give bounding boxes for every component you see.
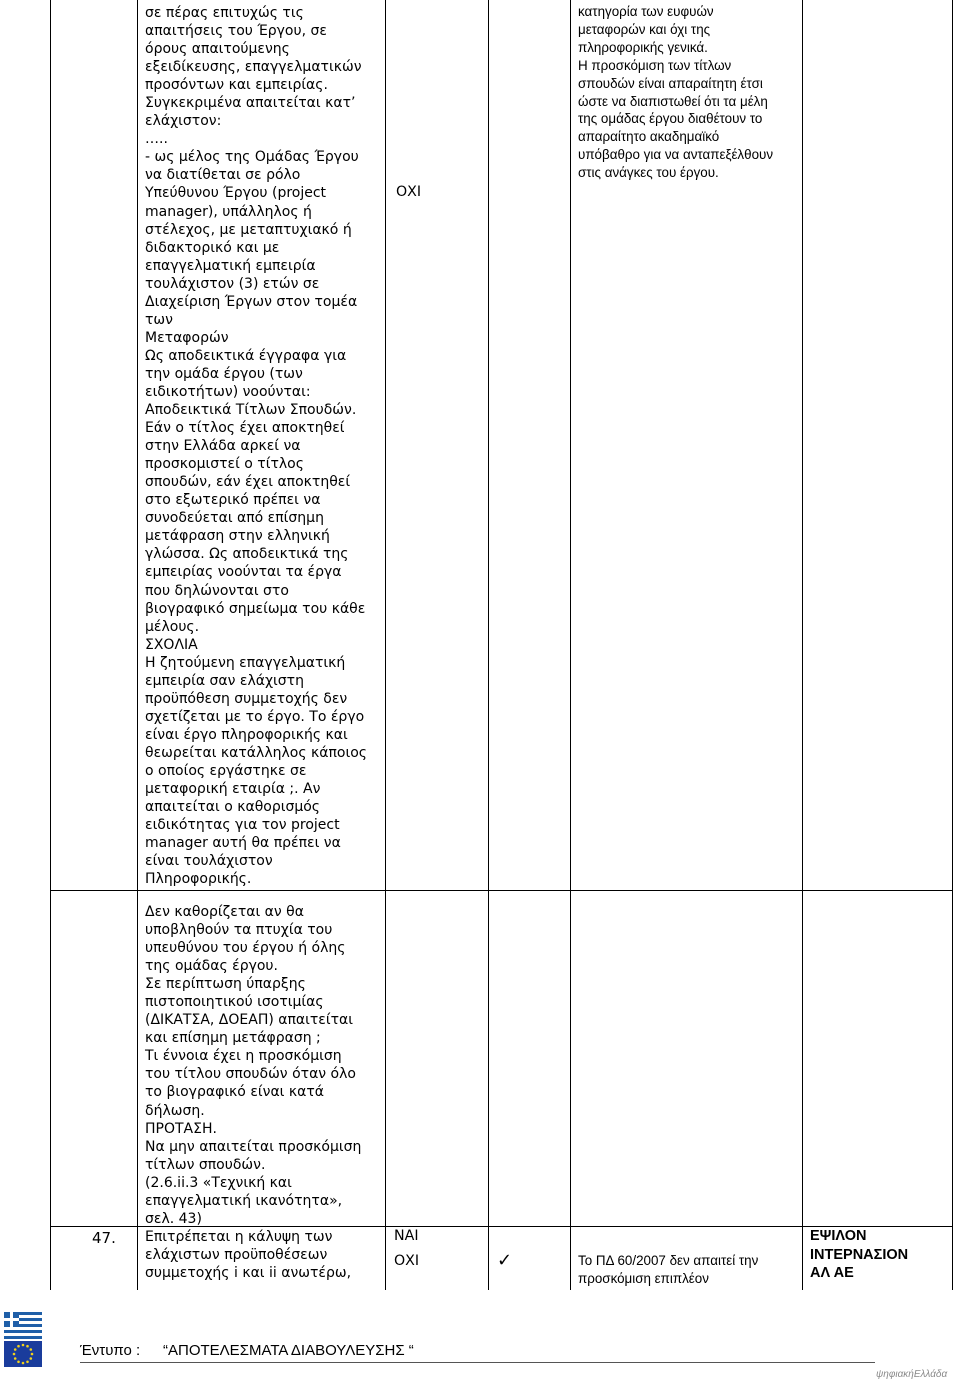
table-divider-1	[137, 0, 138, 1290]
table-border-right	[952, 0, 953, 1290]
answer-yes: ΝΑΙ	[394, 1228, 419, 1244]
table-border-left	[50, 0, 51, 1290]
table-divider-2	[385, 0, 386, 1290]
row-divider	[50, 890, 953, 891]
footer-form-title: “ΑΠΟΤΕΛΕΣΜΑΤΑ ΔΙΑΒΟΥΛΕΥΣΗΣ “	[163, 1342, 414, 1359]
row-number: 47.	[92, 1229, 116, 1247]
answer-no: ΟΧΙ	[394, 1253, 420, 1269]
row-top-response: κατηγορία των ευφυών μεταφορών και όχι της πληροφορικής γενικά. Η προσκόμιση των τίτλων σπουδών είναι απαραίτητη έτσι ώστε να διαπιστωθεί ότι τα μέλη της ομάδας έργου διαθέτουν το απαραίτητο ακαδημαϊκό υπόβαθρο για να ανταπεξέλθουν στις ανάγκες του έργου.	[578, 4, 774, 181]
check-mark-icon: ✓	[497, 1250, 513, 1271]
greek-flag-icon	[4, 1312, 42, 1339]
table-divider-3	[488, 0, 489, 1290]
footer-rule	[80, 1362, 875, 1363]
eu-flag-icon	[4, 1341, 42, 1367]
table-divider-5	[802, 0, 803, 1290]
row-47-submitter: ΕΨΙΛΟΝ ΙΝΤΕΡΝΑΣΙΟΝ ΑΛ ΑΕ	[810, 1228, 909, 1281]
row-top-answer: ΟΧΙ	[396, 184, 422, 200]
row-top-description: σε πέρας επιτυχώς τις απαιτήσεις του Έργου, σε όρους απαιτούμενης εξειδίκευσης, επαγγελματικών προσόντων και εμπειρίας. Συγκεκριμένα απαιτείται κατ’ ελάχιστον: ….. - ως μέλος της Ομάδας Έργου να διατίθεται σε ρόλο Υπεύθυνου Έργου (project manager), υπάλληλος ή στέλεχος, με μεταπτυχιακό ή διδακτορικό και με επαγγελματική εμπειρία τουλάχιστον (3) ετών σε Διαχείριση Έργων στον τομέα των Μεταφορών Ως αποδεικτικά έγγραφα για την ομάδα έργου (των ειδικοτήτων) νοούνται: Αποδεικτικά Τίτλων Σπουδών. Εάν ο τίτλος έχει αποκτηθεί στην Ελλάδα αρκεί να προσκομιστεί ο τίτλος σπουδών, εάν έχει αποκτηθεί στο εξωτερικό πρέπει να συνοδεύεται από επίσημη μετάφραση στην ελληνική γλώσσα. Ως αποδεικτικά της εμπειρίας νοούνται τα έργα που δηλώνονται στο βιογραφικό σημείωμα του κάθε μέλους. ΣΧΟΛΙΑ Η ζητούμενη επαγγελματική εμπειρία σαν ελάχιστη προϋπόθεση συμμετοχής δεν σχετίζεται με το έργο. Το έργο είναι έργο πληροφορικής και θεωρείται κατάλληλος κάποιος ο οποίος εργάστηκε σε μεταφορική εταιρία ;. Αν απαιτείται ο καθορισμός ειδικότητας για τον project manager αυτή θα πρέπει να είναι τουλάχιστον Πληροφορικής.	[145, 5, 367, 888]
brand-logo: ψηφιακήΕλλάδα	[876, 1369, 948, 1380]
table-divider-4	[570, 0, 571, 1290]
row-47-response: Το ΠΔ 60/2007 δεν απαιτεί την προσκόμιση επιπλέον	[578, 1253, 759, 1286]
footer-form-label: Έντυπο :	[80, 1342, 141, 1359]
row-47-description: Δεν καθορίζεται αν θα υποβληθούν τα πτυχία του υπευθύνου του έργου ή όλης της ομάδας έργου. Σε περίπτωση ύπαρξης πιστοποιητικού ισοτιμίας (ΔΙΚΑΤΣΑ, ΔΟΕΑΠ) απαιτείται και επίσημη μετάφραση ; Τι έννοια έχει η προσκόμιση του τίτλου σπουδών όταν όλο το βιογραφικό είναι κατά δήλωση. ΠΡΟΤΑΣΗ. Να μην απαιτείται προσκόμιση τίτλων σπουδών. (2.6.ii.3 «Τεχνική και επαγγελματική ικανότητα», σελ. 43) Επιτρέπεται η κάλυψη των ελάχιστων προϋποθέσεων συμμετοχής i και ii ανωτέρω,	[145, 904, 362, 1281]
